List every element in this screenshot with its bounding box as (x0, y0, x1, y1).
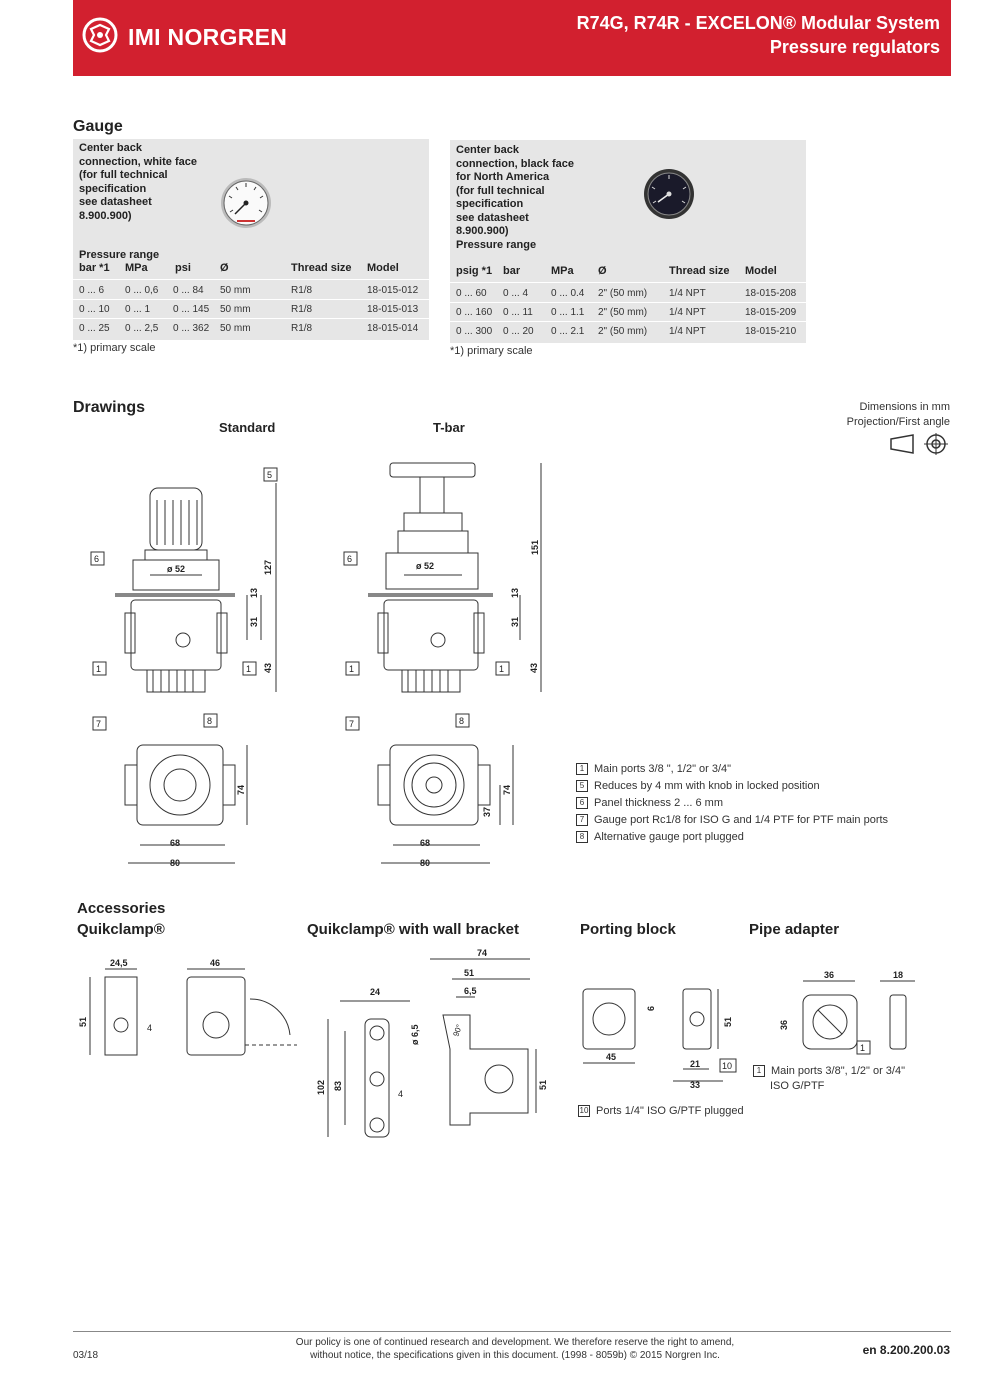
svg-text:4: 4 (398, 1089, 404, 1099)
svg-text:51: 51 (78, 1016, 88, 1027)
quikclamp-drawing (75, 955, 300, 1065)
svg-text:1: 1 (246, 664, 252, 674)
svg-text:74: 74 (502, 784, 512, 795)
pressure-range-label: Pressure range (79, 249, 160, 261)
svg-text:1: 1 (499, 664, 505, 674)
svg-text:6,5: 6,5 (464, 986, 477, 996)
svg-text:1: 1 (96, 664, 102, 674)
svg-text:24,5: 24,5 (110, 958, 128, 968)
quikclamp-wall-bracket-drawing (310, 945, 560, 1145)
col-thread-size: Thread size (291, 262, 352, 274)
svg-text:36: 36 (779, 1019, 789, 1030)
svg-text:51: 51 (464, 968, 475, 978)
white-gauge-icon (219, 176, 273, 230)
porting-block-note: 10 Ports 1/4" ISO G/PTF plugged (579, 1105, 744, 1117)
standard-regulator-drawing (85, 455, 295, 875)
svg-text:6: 6 (94, 554, 100, 564)
svg-text:33: 33 (690, 1080, 701, 1090)
svg-text:8: 8 (207, 716, 213, 726)
svg-text:74: 74 (236, 784, 246, 795)
svg-text:18: 18 (893, 970, 904, 980)
col-model: Model (745, 265, 777, 277)
pipe-adapter-note: 1 Main ports 3/8", 1/2" or 3/4" ISO G/PTF (753, 1065, 905, 1092)
svg-text:7: 7 (96, 719, 102, 729)
svg-text:36: 36 (824, 970, 835, 980)
svg-text:13: 13 (249, 587, 259, 598)
svg-text:1: 1 (860, 1043, 866, 1053)
svg-text:68: 68 (420, 838, 431, 848)
svg-text:31: 31 (510, 616, 520, 627)
tbar-regulator-drawing (338, 455, 553, 875)
svg-text:5: 5 (267, 470, 273, 480)
svg-text:51: 51 (723, 1016, 733, 1027)
black-gauge-icon (643, 168, 695, 220)
col-psi: psi (175, 262, 191, 274)
standard-label: Standard (219, 420, 276, 435)
svg-text:43: 43 (529, 662, 539, 673)
svg-text:80: 80 (420, 858, 431, 868)
svg-text:90°: 90° (451, 1023, 465, 1038)
drawing-legend: 1 Main ports 3/8 ", 1/2" or 3/4" 5 Reduces by 4 mm with knob in locked position 6 Panel thickness 2 ... 6 mm 7 Gauge port Rc1/8 for ISO G and 1/4 PTF for PTF main ports 8 Alternative gauge port plugged (576, 763, 888, 848)
col-mpa: MPa (125, 262, 148, 274)
svg-text:45: 45 (606, 1052, 617, 1062)
norgren-logo-icon (82, 17, 118, 53)
footer-divider (73, 1331, 951, 1332)
gauge-heading: Gauge (73, 118, 123, 135)
svg-text:37: 37 (482, 806, 492, 817)
dimensions-note: Dimensions in mm (859, 401, 950, 413)
primary-scale-note: *1) primary scale (450, 345, 533, 357)
gauge-white-description: Center back connection, white face (for full technical specification see datasheet 8.900.900) (79, 142, 197, 222)
col-mpa: MPa (551, 265, 574, 277)
col-model: Model (367, 262, 399, 274)
pipe-adapter-heading: Pipe adapter (749, 921, 840, 938)
svg-text:13: 13 (510, 587, 520, 598)
svg-text:ø 52: ø 52 (416, 561, 435, 571)
svg-text:80: 80 (170, 858, 181, 868)
quikclamp-wall-heading: Quikclamp® with wall bracket (307, 921, 519, 938)
svg-text:4: 4 (147, 1023, 153, 1033)
svg-text:8: 8 (459, 716, 465, 726)
footer-document-number: en 8.200.200.03 (862, 1343, 950, 1357)
col-bar: bar (503, 265, 521, 277)
svg-text:21: 21 (690, 1059, 701, 1069)
svg-text:7: 7 (349, 719, 355, 729)
svg-text:31: 31 (249, 616, 259, 627)
svg-text:83: 83 (333, 1080, 343, 1091)
svg-text:46: 46 (210, 958, 221, 968)
pipe-adapter-drawing (775, 965, 940, 1060)
svg-text:6: 6 (347, 554, 353, 564)
primary-scale-note: *1) primary scale (73, 342, 156, 354)
col-bar: bar *1 (79, 262, 110, 274)
gauge-black-description: Center back connection, black face for North America (for full technical specification see datasheet 8.900.900) Pressure range (456, 144, 574, 251)
svg-text:ø 52: ø 52 (167, 564, 186, 574)
document-title: R74G, R74R - EXCELON® Modular System (576, 13, 940, 33)
svg-text:24: 24 (370, 987, 381, 997)
svg-text:1: 1 (349, 664, 355, 674)
footer-policy: Our policy is one of continued research and development. We therefore reserve the right to amend, without notice, the specifications given in this document. (1998 - 8059b) © 2015 Norgren Inc. (295, 1337, 735, 1361)
tbar-label: T-bar (433, 420, 465, 435)
svg-text:ø 6,5: ø 6,5 (410, 1024, 420, 1045)
svg-text:151: 151 (530, 539, 540, 555)
brand-name: IMI NORGREN (128, 24, 288, 50)
drawings-heading: Drawings (73, 399, 146, 416)
svg-text:68: 68 (170, 838, 181, 848)
porting-block-heading: Porting block (580, 921, 676, 938)
svg-text:10: 10 (722, 1061, 733, 1071)
col-diameter: Ø (220, 262, 229, 274)
quikclamp-heading: Quikclamp® (77, 921, 165, 938)
svg-text:6: 6 (646, 1005, 656, 1011)
svg-text:127: 127 (263, 559, 273, 575)
svg-text:51: 51 (538, 1079, 548, 1090)
document-subtitle: Pressure regulators (769, 37, 940, 57)
col-diameter: Ø (598, 265, 607, 277)
footer-date: 03/18 (73, 1350, 99, 1361)
accessories-heading: Accessories (77, 900, 166, 917)
svg-text:74: 74 (477, 948, 488, 958)
projection-note: Projection/First angle (846, 416, 950, 428)
svg-text:43: 43 (263, 662, 273, 673)
col-thread-size: Thread size (669, 265, 730, 277)
svg-text:102: 102 (316, 1079, 326, 1095)
col-psig: psig *1 (456, 265, 493, 277)
first-angle-projection-icon (888, 432, 950, 456)
porting-block-drawing (578, 975, 743, 1093)
